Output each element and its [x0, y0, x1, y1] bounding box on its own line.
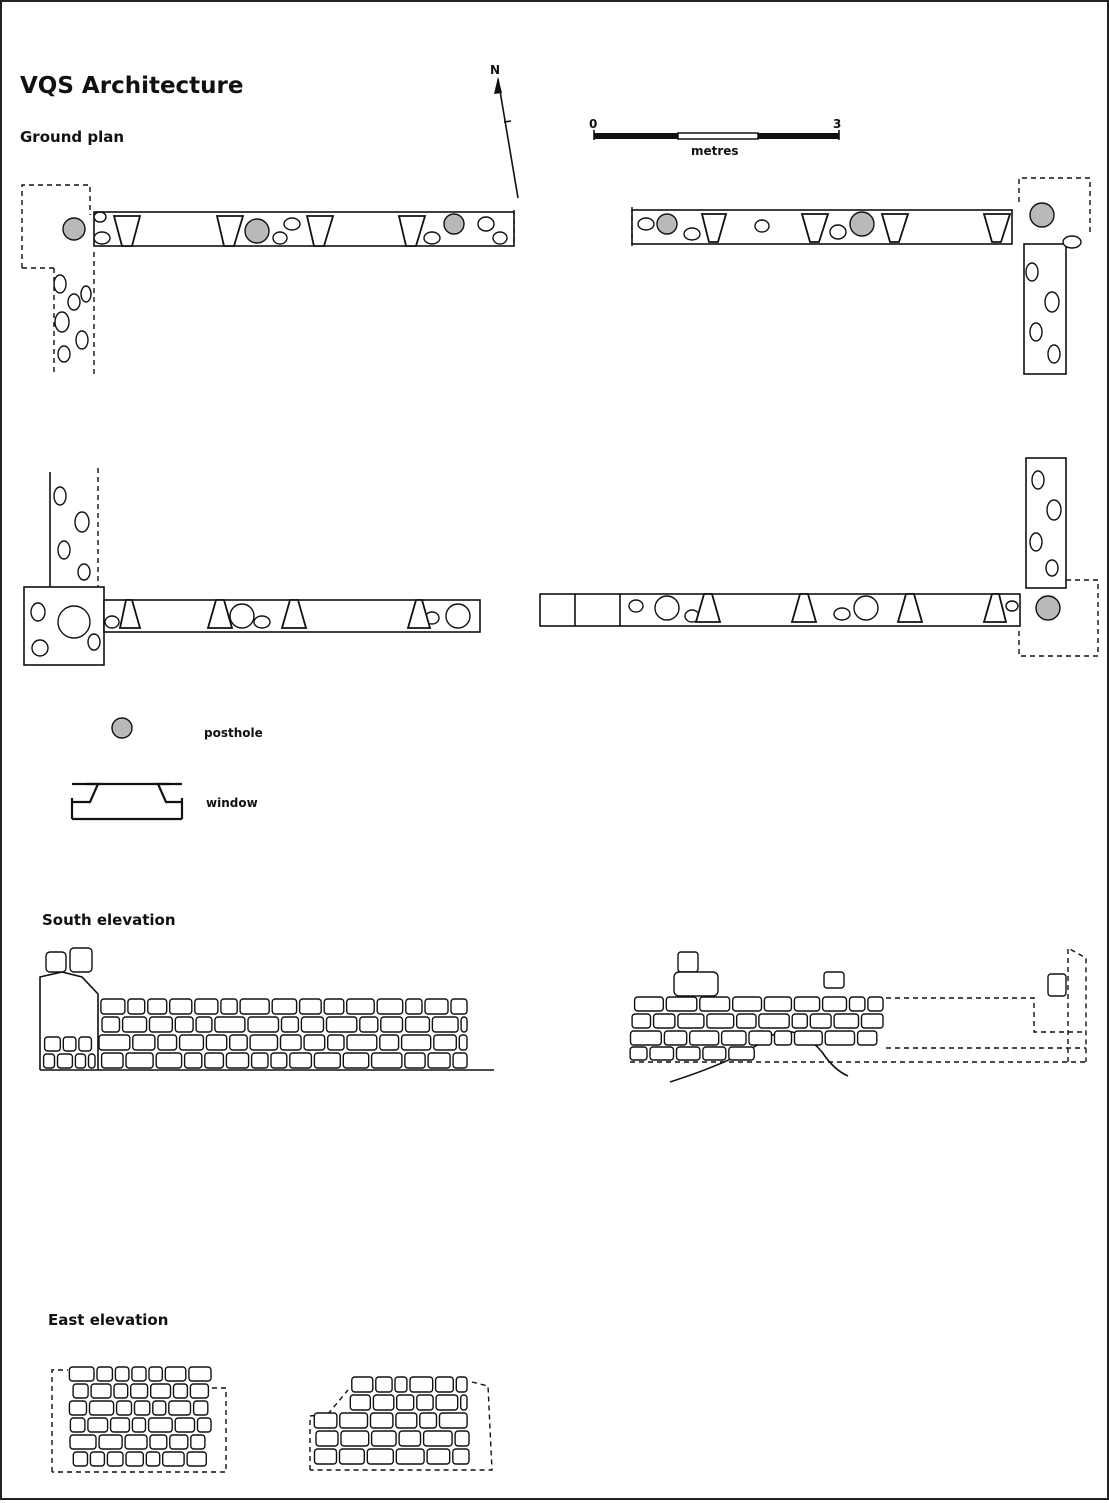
masonry-stone	[101, 999, 125, 1014]
masonry-stone	[666, 997, 697, 1011]
masonry-stone	[73, 1452, 87, 1466]
scale-end-label: 3	[833, 117, 842, 131]
masonry-stone	[340, 1449, 365, 1464]
masonry-stone	[315, 1449, 337, 1464]
masonry-stone	[722, 1031, 746, 1045]
masonry-stone	[764, 997, 791, 1011]
masonry-stone	[125, 1435, 147, 1449]
plan-se-corner	[540, 458, 1098, 656]
east-elevation-south-stones	[314, 1377, 469, 1464]
masonry-stone	[272, 999, 296, 1014]
masonry-stone	[133, 1035, 155, 1050]
legend-posthole-label: posthole	[204, 726, 263, 740]
masonry-stone	[169, 1401, 191, 1415]
masonry-stone	[301, 1017, 323, 1032]
south-elevation-east-stones	[630, 997, 883, 1060]
masonry-stone	[205, 1053, 224, 1068]
masonry-stone	[417, 1395, 433, 1410]
masonry-stone	[69, 1367, 94, 1381]
masonry-stone	[191, 1435, 205, 1449]
masonry-stone	[111, 1418, 130, 1432]
masonry-stone	[324, 999, 344, 1014]
masonry-stone	[453, 1053, 467, 1068]
masonry-stone	[79, 1037, 92, 1051]
masonry-stone	[252, 1053, 268, 1068]
masonry-stone	[300, 999, 322, 1014]
masonry-stone	[759, 1014, 789, 1028]
masonry-stone	[148, 999, 167, 1014]
masonry-stone	[150, 1017, 173, 1032]
masonry-stone	[372, 1053, 402, 1068]
masonry-stone	[185, 1053, 202, 1068]
posthole-marker	[446, 604, 470, 628]
masonry-stone	[180, 1035, 204, 1050]
masonry-stone	[810, 1014, 831, 1028]
north-arrow-label: N	[490, 63, 501, 77]
masonry-stone	[823, 997, 847, 1011]
masonry-stone	[402, 1035, 431, 1050]
masonry-stone	[350, 1395, 370, 1410]
masonry-stone	[90, 1452, 104, 1466]
masonry-stone	[410, 1377, 433, 1392]
masonry-stone	[347, 1035, 377, 1050]
scale-unit-label: metres	[691, 144, 739, 158]
legend-window-label: window	[206, 796, 258, 810]
masonry-stone	[371, 1413, 393, 1428]
masonry-stone	[75, 1054, 85, 1068]
masonry-stone	[850, 997, 865, 1011]
masonry-stone	[126, 1452, 143, 1466]
page-title: VQS Architecture	[20, 73, 244, 99]
masonry-stone	[44, 1054, 55, 1068]
masonry-stone	[396, 1449, 424, 1464]
masonry-stone	[456, 1377, 467, 1392]
masonry-stone	[187, 1452, 206, 1466]
north-arrow	[490, 63, 518, 198]
masonry-stone	[196, 1017, 212, 1032]
masonry-stone	[89, 1054, 96, 1068]
masonry-stone	[792, 1014, 807, 1028]
legend	[72, 718, 263, 819]
masonry-stone	[862, 1014, 884, 1028]
masonry-stone	[99, 1435, 122, 1449]
masonry-stone	[281, 1035, 302, 1050]
masonry-stone	[99, 1035, 130, 1050]
masonry-stone	[151, 1384, 171, 1398]
masonry-stone	[165, 1367, 186, 1381]
plan-sw-corner	[24, 468, 480, 665]
posthole-marker	[655, 596, 679, 620]
masonry-stone	[399, 1431, 420, 1446]
masonry-stone	[440, 1413, 468, 1428]
masonry-stone	[373, 1395, 393, 1410]
masonry-stone	[115, 1367, 128, 1381]
masonry-stone	[459, 1035, 467, 1050]
masonry-stone	[406, 1017, 430, 1032]
masonry-stone	[654, 1014, 675, 1028]
masonry-stone	[128, 999, 145, 1014]
masonry-stone	[775, 1031, 792, 1045]
masonry-stone	[455, 1431, 469, 1446]
masonry-stone	[664, 1031, 686, 1045]
masonry-stone	[316, 1431, 338, 1446]
masonry-stone	[90, 1401, 114, 1415]
posthole-marker	[1036, 596, 1060, 620]
east-elevation-north-stones	[69, 1367, 211, 1466]
masonry-stone	[707, 1014, 734, 1028]
masonry-stone	[58, 1054, 73, 1068]
posthole-marker	[58, 606, 90, 638]
masonry-stone	[314, 1413, 337, 1428]
posthole-marker	[230, 604, 254, 628]
masonry-stone	[858, 1031, 877, 1045]
masonry-stone	[340, 1413, 368, 1428]
east-elevation-north	[52, 1367, 226, 1472]
masonry-stone	[149, 1418, 173, 1432]
masonry-stone	[170, 1435, 188, 1449]
masonry-stone	[107, 1452, 123, 1466]
masonry-stone	[70, 1435, 96, 1449]
masonry-stone	[632, 1014, 650, 1028]
masonry-stone	[395, 1377, 407, 1392]
masonry-stone	[194, 1401, 208, 1415]
posthole-marker	[657, 214, 677, 234]
masonry-stone	[794, 997, 819, 1011]
masonry-stone	[328, 1035, 344, 1050]
masonry-stone	[114, 1384, 128, 1398]
masonry-stone	[420, 1413, 437, 1428]
masonry-stone	[397, 1395, 414, 1410]
masonry-stone	[700, 997, 730, 1011]
masonry-stone	[304, 1035, 325, 1050]
masonry-stone	[367, 1449, 393, 1464]
posthole-marker	[63, 218, 85, 240]
ground-plan-label: Ground plan	[20, 128, 125, 146]
masonry-stone	[635, 997, 664, 1011]
masonry-stone	[733, 997, 762, 1011]
posthole-marker	[854, 596, 878, 620]
masonry-stone	[424, 1431, 453, 1446]
masonry-stone	[729, 1047, 754, 1060]
masonry-stone	[436, 1395, 458, 1410]
masonry-stone	[451, 999, 467, 1014]
masonry-stone	[240, 999, 269, 1014]
masonry-stone	[795, 1031, 823, 1045]
masonry-stone	[380, 1035, 399, 1050]
masonry-stone	[250, 1035, 277, 1050]
masonry-stone	[117, 1401, 132, 1415]
masonry-stone	[248, 1017, 279, 1032]
window-symbol	[72, 784, 182, 819]
masonry-stone	[271, 1053, 287, 1068]
masonry-stone	[825, 1031, 854, 1045]
masonry-stone	[70, 1418, 85, 1432]
masonry-stone	[153, 1401, 166, 1415]
masonry-stone	[146, 1452, 159, 1466]
masonry-stone	[97, 1367, 112, 1381]
masonry-stone	[175, 1418, 194, 1432]
masonry-stone	[737, 1014, 756, 1028]
posthole-symbol	[112, 718, 132, 738]
masonry-stone	[102, 1017, 120, 1032]
masonry-stone	[149, 1367, 162, 1381]
east-elevation-label: East elevation	[48, 1311, 169, 1329]
masonry-stone	[631, 1031, 662, 1045]
masonry-stone	[163, 1452, 184, 1466]
masonry-stone	[131, 1384, 148, 1398]
masonry-stone	[425, 999, 448, 1014]
south-elevation-west	[40, 948, 494, 1070]
masonry-stone	[381, 1017, 403, 1032]
masonry-stone	[45, 1037, 61, 1051]
masonry-stone	[678, 1014, 704, 1028]
masonry-stone	[73, 1384, 88, 1398]
masonry-stone	[677, 1047, 700, 1060]
masonry-stone	[406, 999, 422, 1014]
masonry-stone	[434, 1035, 457, 1050]
masonry-stone	[198, 1418, 212, 1432]
masonry-stone	[150, 1435, 167, 1449]
posthole-marker	[850, 212, 874, 236]
masonry-stone	[135, 1401, 150, 1415]
masonry-stone	[347, 999, 375, 1014]
masonry-stone	[453, 1449, 469, 1464]
masonry-stone	[170, 999, 192, 1014]
masonry-stone	[314, 1053, 340, 1068]
south-elevation-west-stones	[44, 999, 467, 1068]
masonry-stone	[190, 1384, 208, 1398]
masonry-stone	[749, 1031, 772, 1045]
masonry-stone	[102, 1053, 123, 1068]
masonry-stone	[427, 1449, 450, 1464]
masonry-stone	[343, 1053, 368, 1068]
posthole-marker	[1030, 203, 1054, 227]
plan-ne-corner	[632, 178, 1090, 374]
masonry-stone	[226, 1053, 248, 1068]
masonry-stone	[195, 999, 218, 1014]
masonry-stone	[396, 1413, 417, 1428]
masonry-stone	[405, 1053, 425, 1068]
masonry-stone	[123, 1017, 147, 1032]
masonry-stone	[175, 1017, 193, 1032]
masonry-stone	[88, 1418, 108, 1432]
masonry-stone	[69, 1401, 86, 1415]
masonry-stone	[91, 1384, 111, 1398]
masonry-stone	[290, 1053, 312, 1068]
masonry-stone	[352, 1377, 373, 1392]
scale-start-label: 0	[589, 117, 598, 131]
masonry-stone	[703, 1047, 726, 1060]
masonry-stone	[376, 1377, 392, 1392]
masonry-stone	[327, 1017, 357, 1032]
masonry-stone	[230, 1035, 248, 1050]
east-elevation-south	[310, 1377, 492, 1470]
masonry-stone	[834, 1014, 858, 1028]
masonry-stone	[158, 1035, 177, 1050]
masonry-stone	[630, 1047, 647, 1060]
architecture-drawing	[2, 2, 1107, 1498]
masonry-stone	[868, 997, 883, 1011]
masonry-stone	[174, 1384, 188, 1398]
south-elevation-label: South elevation	[42, 911, 176, 929]
masonry-stone	[360, 1017, 378, 1032]
posthole-marker	[245, 219, 269, 243]
masonry-stone	[432, 1017, 458, 1032]
south-elevation-east	[630, 948, 1086, 1082]
masonry-stone	[63, 1037, 76, 1051]
masonry-stone	[215, 1017, 245, 1032]
masonry-stone	[372, 1431, 397, 1446]
masonry-stone	[461, 1017, 467, 1032]
masonry-stone	[650, 1047, 674, 1060]
masonry-stone	[189, 1367, 211, 1381]
masonry-stone	[428, 1053, 450, 1068]
plan-nw-corner	[22, 185, 514, 374]
masonry-stone	[377, 999, 403, 1014]
masonry-stone	[282, 1017, 299, 1032]
masonry-stone	[126, 1053, 153, 1068]
posthole-marker	[444, 214, 464, 234]
masonry-stone	[461, 1395, 467, 1410]
masonry-stone	[132, 1367, 146, 1381]
masonry-stone	[206, 1035, 226, 1050]
masonry-stone	[690, 1031, 719, 1045]
masonry-stone	[341, 1431, 369, 1446]
masonry-stone	[132, 1418, 145, 1432]
scale-bar	[589, 117, 841, 158]
masonry-stone	[221, 999, 237, 1014]
masonry-stone	[156, 1053, 181, 1068]
masonry-stone	[436, 1377, 454, 1392]
